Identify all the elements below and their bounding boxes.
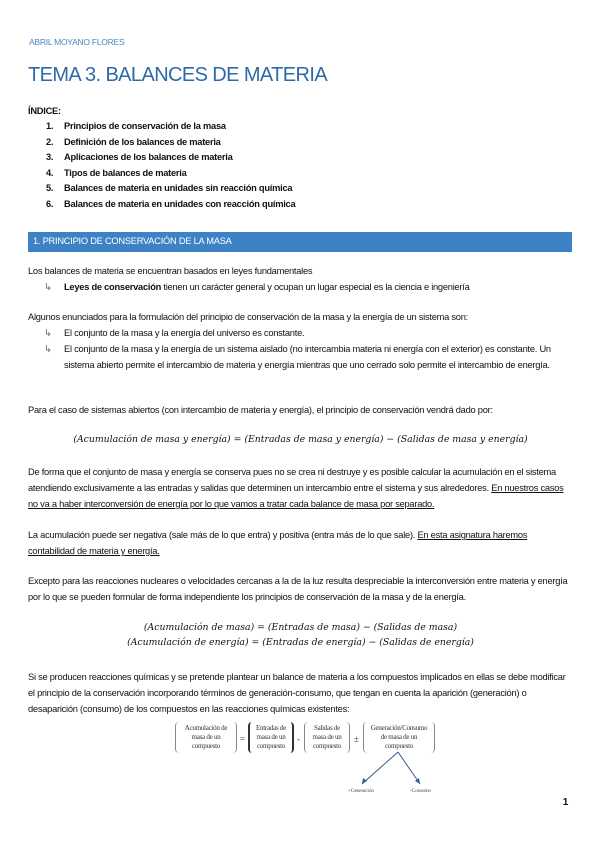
toc-text: Aplicaciones de los balances de materia	[64, 152, 233, 162]
paragraph	[28, 309, 573, 373]
toc-item	[46, 168, 295, 184]
paragraph-text: Algunos enunciados para la formulación del principio de conservación de la masa y la energía de un sistema son:	[28, 312, 468, 322]
underlined-text: En nuestros casos no va a haber interconversión de energía por lo que vamos a tratar cada balance de masa por separado.	[28, 483, 564, 509]
paragraph	[28, 527, 573, 559]
bullet-text: El conjunto de la masa y la energía del universo es constante.	[64, 328, 305, 338]
toc-number: 3.	[46, 152, 54, 162]
paragraph	[28, 263, 573, 295]
author-header: ABRIL MOYANO FLORES	[29, 37, 125, 47]
box-outputs: Salidas de masa de un compuesto	[304, 722, 350, 753]
underlined-text: En esta asignatura haremos contabilidad de materia y energía.	[28, 530, 528, 556]
toc-number: 5.	[46, 183, 54, 193]
paragraph-text: De forma que el conjunto de masa y energía se conserva pues no se crea ni destruye y es posible calcular la acumulación en el sistema atendiendo exclusivamente a las entradas y salidas que determinen un intercambio entre el sistema y sus alrededores.	[28, 467, 556, 493]
toc-item	[46, 183, 295, 199]
toc-number: 2.	[46, 136, 54, 147]
consumption-label: -Consumo	[410, 788, 431, 794]
toc-number: 4.	[46, 167, 54, 178]
equation: (Acumulación de masa y energía) = (Entradas de masa y energía) − (Salidas de masa y energía)	[73, 434, 528, 445]
page-number: 1	[562, 797, 568, 808]
toc-item	[46, 137, 295, 153]
box-generation-consumption: Generación/Consumo de masa de un compuesto	[363, 722, 435, 753]
paragraph-text: La acumulación puede ser negativa (sale más de lo que entra) y positiva (entra más de lo que sale).	[28, 530, 418, 540]
page-title: TEMA 3. BALANCES DE MATERIA	[28, 64, 328, 86]
toc-number: 6.	[46, 198, 54, 209]
index-label: ÍNDICE:	[28, 106, 61, 116]
toc-number: 1.	[46, 121, 54, 131]
toc-text: Principios de conservación de la masa	[64, 121, 226, 131]
paragraph	[28, 464, 573, 512]
arrow-bullet-icon: ↳	[44, 282, 52, 292]
toc-text: Balances de materia en unidades sin reacción química	[64, 183, 293, 193]
paragraph-text: Los balances de materia se encuentran basados en leyes fundamentales	[28, 266, 313, 276]
toc-item	[46, 199, 295, 215]
toc-item	[46, 152, 295, 168]
toc-text: Tipos de balances de materia	[64, 167, 187, 178]
bullet-item	[28, 325, 573, 341]
operator: ±	[354, 734, 359, 744]
operator: =	[240, 734, 245, 744]
balance-diagram	[170, 720, 440, 800]
toc-text: Definición de los balances de materia	[64, 136, 221, 147]
section-heading: 1. PRINCIPIO DE CONSERVACIÓN DE LA MASA	[28, 232, 572, 252]
operator: -	[297, 734, 300, 744]
paragraph: Excepto para las reacciones nucleares o velocidades cercanas a la de la luz resulta despreciable la interconversión entre materia y energía por lo que se pueden formular de forma independiente los principios de conservación de la masa y de la energía.	[28, 576, 568, 602]
toc-item	[46, 121, 295, 137]
bullet-item	[28, 341, 573, 373]
bullet-item	[28, 279, 573, 295]
bullet-text: tienen un carácter general y ocupan un lugar especial es la ciencia e ingeniería	[161, 282, 470, 292]
paragraph: Para el caso de sistemas abiertos (con intercambio de materia y energía), el principio de conservación vendrá dado por:	[28, 405, 493, 415]
arrow-bullet-icon: ↳	[44, 344, 52, 354]
table-of-contents	[46, 121, 295, 214]
equation: (Acumulación de masa) = (Entradas de masa) − (Salidas de masa)	[143, 622, 458, 633]
box-accumulation: Acumulación de masa de un compuesto	[175, 722, 237, 753]
branch-arrows-icon	[340, 750, 440, 790]
equation: (Acumulación de energía) = (Entradas de energía) − (Salidas de energía)	[127, 637, 474, 648]
arrow-bullet-icon: ↳	[44, 328, 52, 338]
bullet-text: El conjunto de la masa y la energía de un sistema aislado (no intercambia materia ni energía con el exterior) es constante. Un sistema abierto permite el intercambio de materia y energía mientras que uno cerrado solo permite el intercambio de energía.	[64, 344, 551, 370]
toc-text: Balances de materia en unidades con reacción química	[64, 198, 296, 209]
box-inputs: Entradas de masa de un compuesto	[248, 722, 294, 753]
generation-label: +Generación	[348, 788, 374, 794]
bold-term: Leyes de conservación	[64, 282, 162, 292]
paragraph: Si se producen reacciones químicas y se pretende plantear un balance de materia a los compuestos implicados en ellas se debe modificar el principio de la conservación incorporando términos de generación-consumo, que tengan en cuenta la aparición (generación) o desaparición (consumo) de los compuestos en las reacciones químicas existentes:	[28, 672, 566, 714]
